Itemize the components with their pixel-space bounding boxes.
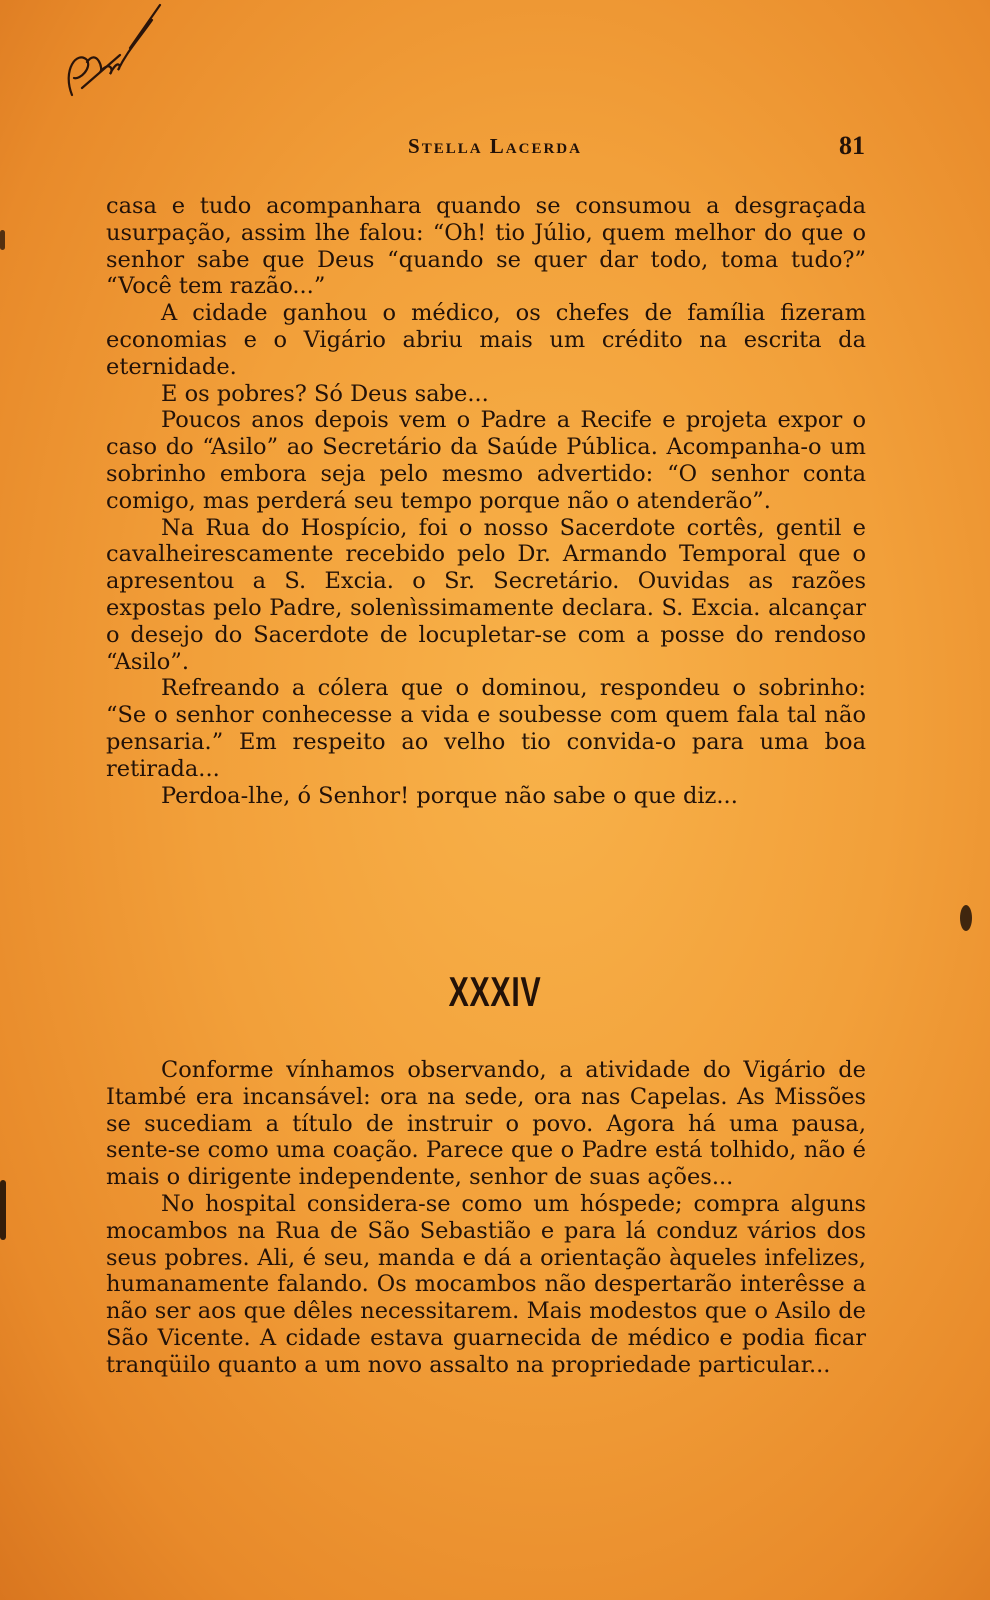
ink-blot (960, 905, 972, 931)
running-head: Stella Lacerda (408, 134, 582, 158)
section-two-body (106, 1057, 866, 1379)
page-edge-mark (0, 230, 5, 250)
page-edge-mark (0, 1180, 6, 1240)
handwritten-signature (52, 0, 162, 110)
paragraph: casa e tudo acompanhara quando se consumou a desgraçada usurpação, assim lhe falou: “Oh! tio Júlio, quem melhor do que o senhor sabe que Deus “quando se quer dar todo, toma tudo?” “Você tem razão...” (106, 193, 866, 300)
section-one-body (106, 193, 866, 809)
paragraph: Perdoa-lhe, ó Senhor! porque não sabe o que diz... (161, 782, 738, 809)
paragraph: Conforme vínhamos observando, a atividade do Vigário de Itambé era incansável: ora na sede, ora nas Capelas. As Missões se sucediam a título de instruir o povo. Agora há uma pausa, sente-se como uma coação. Parece que o Padre está tolhido, não é mais o dirigente independente, senhor de suas ações... (106, 1057, 866, 1191)
paragraph: E os pobres? Só Deus sabe... (161, 380, 489, 407)
paragraph: A cidade ganhou o médico, os chefes de família fizeram economias e o Vigário abriu mais um crédito na escrita da eternidade. (106, 300, 866, 380)
page-header (0, 126, 990, 166)
paragraph: Na Rua do Hospício, foi o nosso Sacerdote cortês, gentil e cavalheirescamente recebido pelo Dr. Armando Temporal que o apresentou a S. Excia. o Sr. Secretário. Ouvidas as razões expostas pelo Padre, solenìssimamente declara. S. Excia. alcançar o desejo do Sacerdote de locupletar-se com a posse do rendoso “Asilo”. (106, 514, 866, 675)
paragraph: No hospital considera-se como um hóspede; compra alguns mocambos na Rua de São Sebastião e para lá conduz vários dos seus pobres. Ali, é seu, manda e dá a orientação àqueles infelizes, humanamente falando. Os mocambos não despertarão interêsse a não ser aos que dêles necessitarem. Mais modestos que o Asilo de São Vicente. A cidade estava guarnecida de médico e podia ficar tranqüilo quanto a um novo assalto na propriedade particular... (106, 1190, 866, 1378)
paragraph: Poucos anos depois vem o Padre a Recife e projeta expor o caso do “Asilo” ao Secretário da Saúde Pública. Acompanha-o um sobrinho embora seja pelo mesmo advertido: “O senhor conta comigo, mas perderá seu tempo porque não o atenderão”. (106, 407, 866, 514)
chapter-title: XXXIV (448, 968, 542, 1015)
page-number: 81 (839, 131, 865, 160)
paragraph: Refreando a cólera que o dominou, respondeu o sobrinho: “Se o senhor conhecesse a vida e soubesse com quem fala tal não pensaria.” Em respeito ao velho tio convida-o para uma boa retirada... (106, 675, 866, 782)
